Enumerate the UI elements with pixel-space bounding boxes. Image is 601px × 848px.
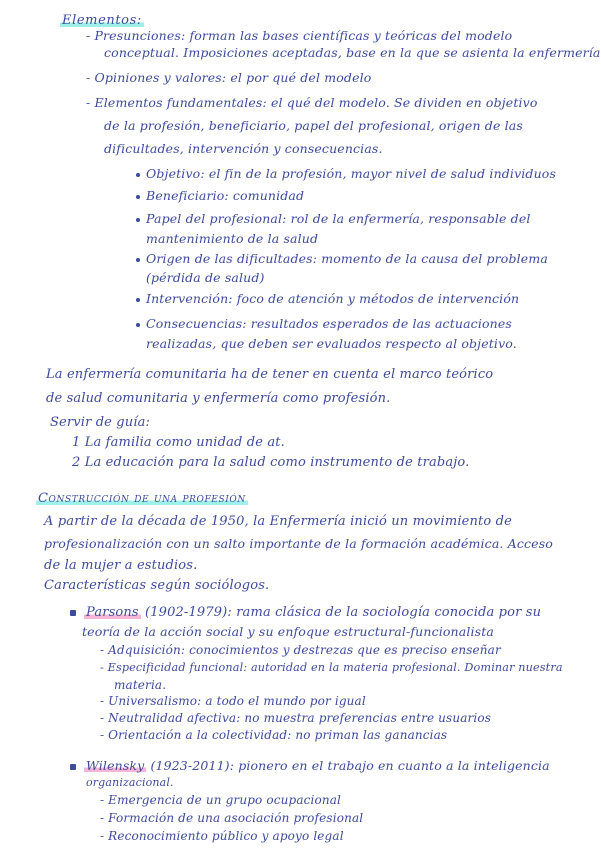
note-line: - Opiniones y valores: el por qué del modelo [86, 70, 372, 85]
note-line: - Elementos fundamentales: el qué del modelo. Se dividen en objetivo [86, 95, 538, 110]
list-item: - Formación de una asociación profesional [100, 811, 364, 825]
list-item-continued: materia. [114, 678, 167, 692]
section-title-elementos: Elementos: [62, 13, 142, 28]
note-line: conceptual. Imposiciones aceptadas, base en la que se asienta la enfermería [104, 45, 601, 60]
list-item: - Orientación a la colectividad: no priman las ganancias [100, 728, 448, 742]
list-item: - Reconocimiento público y apoyo legal [100, 829, 344, 843]
list-item: 1 La familia como unidad de at. [72, 435, 285, 450]
note-line: Características según sociólogos. [44, 578, 270, 593]
sub-item-continued: realizadas, que deben ser evaluados respecto al objetivo. [146, 336, 517, 351]
sub-item: Papel del profesional: rol de la enfermería, responsable del [136, 213, 531, 226]
list-item: - Emergencia de un grupo ocupacional [100, 793, 342, 807]
author-name: Parsons [86, 605, 139, 620]
note-line: dificultades, intervención y consecuencias. [104, 141, 383, 156]
author-entry-parsons: Parsons (1902-1979): rama clásica de la sociología conocida por su [70, 606, 541, 619]
sub-item-continued: (pérdida de salud) [146, 270, 265, 285]
sub-item: Objetivo: el fin de la profesión, mayor nivel de salud individuos [136, 168, 556, 181]
sub-item: Beneficiario: comunidad [136, 190, 304, 203]
bullet-dot-icon [136, 195, 140, 199]
note-line: organizacional. [86, 776, 174, 789]
note-line: Servir de guía: [50, 415, 151, 430]
bullet-dot-icon [136, 298, 140, 302]
note-line: profesionalización con un salto importante de la formación académica. Acceso [44, 536, 553, 551]
sub-item: Origen de las dificultades: momento de la causa del problema [136, 253, 548, 266]
list-item: - Especificidad funcional: autoridad en la materia profesional. Dominar nuestra [100, 661, 563, 674]
author-name: Wilensky [86, 758, 145, 773]
note-line: teoría de la acción social y su enfoque estructural-funcionalista [82, 624, 494, 639]
list-item: - Universalismo: a todo el mundo por igual [100, 694, 366, 708]
note-line: de la profesión, beneficiario, papel del profesional, origen de las [104, 118, 523, 133]
sub-item: Intervención: foco de atención y métodos de intervención [136, 293, 519, 306]
list-item: 2 La educación para la salud como instrumento de trabajo. [72, 455, 470, 470]
bullet-dot-icon [136, 258, 140, 262]
list-item: - Neutralidad afectiva: no muestra preferencias entre usuarios [100, 711, 492, 725]
note-line: de salud comunitaria y enfermería como profesión. [46, 391, 391, 406]
note-line: La enfermería comunitaria ha de tener en cuenta el marco teórico [46, 367, 494, 382]
bullet-dot-icon [136, 323, 140, 327]
list-item: - Adquisición: conocimientos y destrezas que es preciso enseñar [100, 643, 501, 657]
bullet-dot-icon [136, 218, 140, 222]
sub-item-continued: mantenimiento de la salud [146, 231, 319, 246]
square-bullet-icon [70, 610, 76, 616]
sub-item: Consecuencias: resultados esperados de las actuaciones [136, 318, 512, 331]
note-line: de la mujer a estudios. [44, 558, 198, 573]
note-line: A partir de la década de 1950, la Enfermería inició un movimiento de [44, 514, 512, 529]
square-bullet-icon [70, 764, 76, 770]
note-line: - Presunciones: forman las bases científicas y teóricas del modelo [86, 28, 513, 43]
section-title-construccion: Construcción de una profesión [38, 491, 246, 506]
bullet-dot-icon [136, 173, 140, 177]
author-entry-wilensky: Wilensky (1923-2011): pionero en el trabajo en cuanto a la inteligencia [70, 760, 550, 773]
